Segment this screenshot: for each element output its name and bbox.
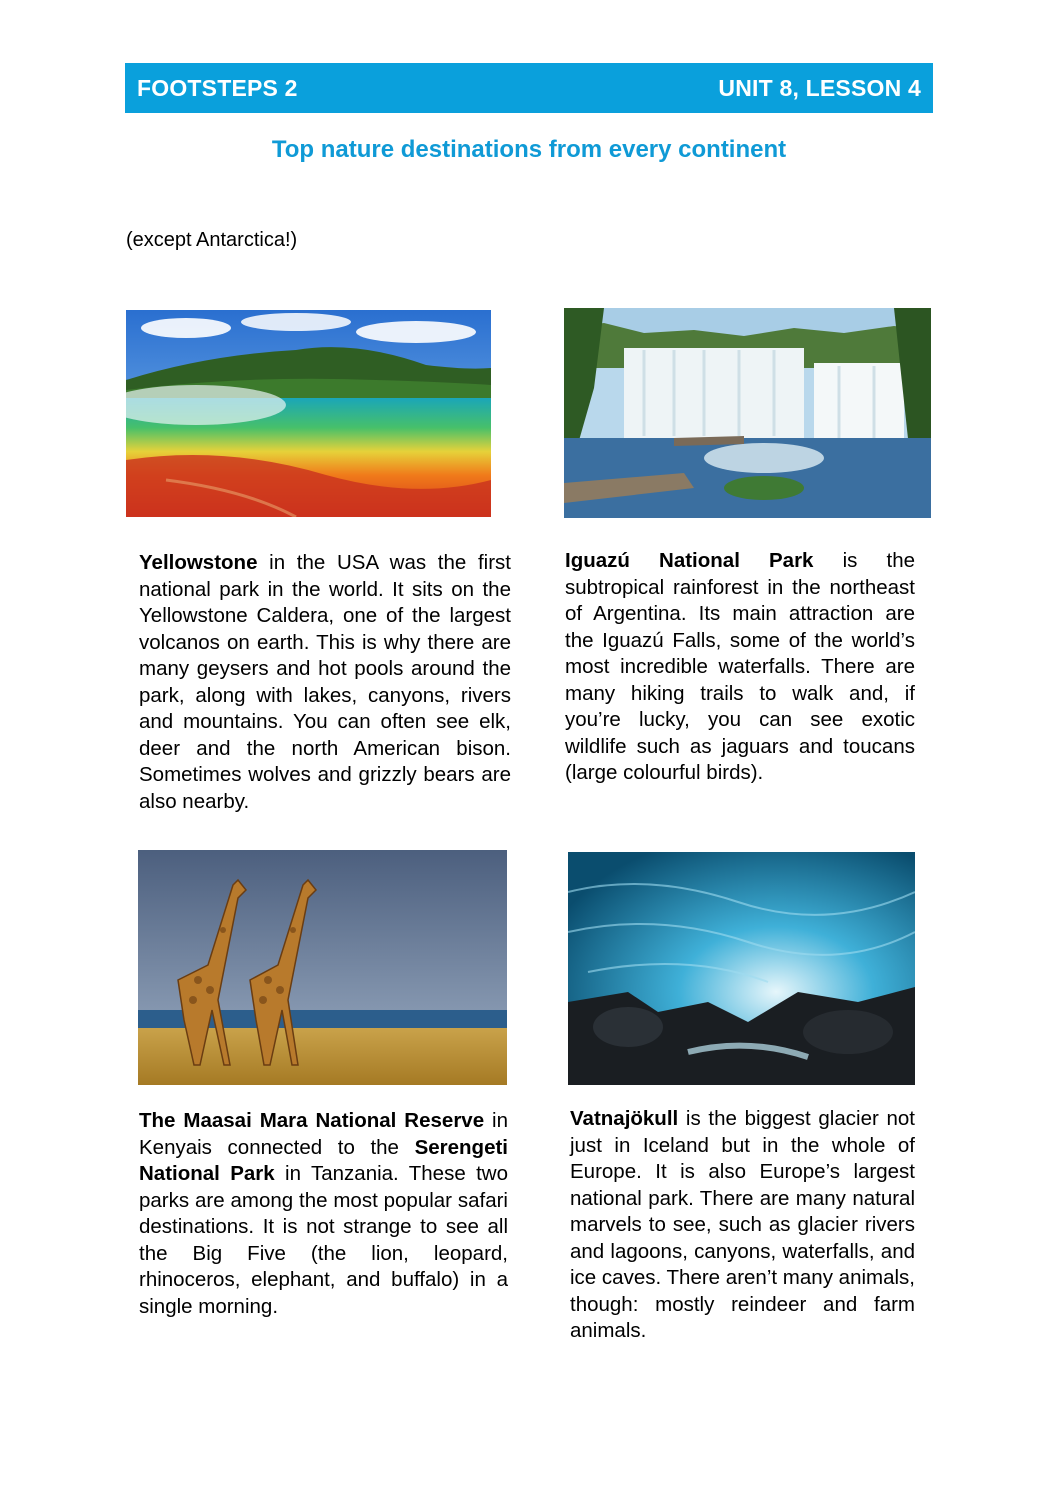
iguazu-waterfalls-photo <box>564 308 931 518</box>
yellowstone-hot-spring-photo <box>126 310 491 517</box>
maasai-mara-heading: The Maasai Mara National Reserve <box>139 1109 485 1132</box>
course-name: FOOTSTEPS 2 <box>137 74 298 101</box>
iguazu-heading: Iguazú National Park <box>565 549 814 572</box>
yellowstone-paragraph <box>139 550 511 815</box>
vatnajokull-paragraph <box>570 1106 915 1345</box>
vatnajokull-text: is the biggest glacier not just in Iceland but in the whole of Europe. It is also Europe’s largest national park. There are many natural marvels to see, such as glacier rivers and lagoons, canyons, waterfalls, and ice caves. There aren’t many animals, though: mostly reindeer and farm animals. <box>570 1107 915 1342</box>
iguazu-text: is the subtropical rainforest in the northeast of Argentina. Its main attraction are the Iguazú Falls, some of the world’s most incredible waterfalls. There are many hiking trails to walk and, if you’re lucky, you can see exotic wildlife such as jaguars and toucans (large colourful birds). <box>565 549 915 784</box>
vatnajokull-ice-cave-photo <box>568 852 915 1085</box>
yellowstone-text: in the USA was the first national park in the world. It sits on the Yellowstone Caldera, one of the largest volcanos on earth. This is why there are many geysers and hot pools around the park, along with lakes, canyons, rivers and mountains. You can often see elk, deer and the north American bison. Sometimes wolves and grizzly bears are also nearby. <box>139 551 511 813</box>
header-bar <box>125 63 933 113</box>
maasai-mara-giraffes-photo <box>138 850 507 1085</box>
serengeti-name: Serengeti National Park <box>139 1135 508 1185</box>
vatnajokull-heading: Vatnajökull <box>570 1107 679 1130</box>
maasai-mara-text-2: in Tanzania. These two parks are among the most popular safari destinations. It is not strange to see all the Big Five (the lion, leopard, rhinoceros, elephant, and buffalo) in a single morning. <box>139 1162 508 1318</box>
unit-lesson: UNIT 8, LESSON 4 <box>718 74 921 101</box>
maasai-mara-paragraph <box>139 1108 508 1320</box>
yellowstone-heading: Yellowstone <box>139 551 258 574</box>
iguazu-paragraph <box>565 548 915 787</box>
page-title: Top nature destinations from every continent <box>271 136 787 163</box>
page-subtitle: (except Antarctica!) <box>126 229 298 251</box>
maasai-mara-text-1: in Kenyais connected to the <box>139 1109 508 1159</box>
